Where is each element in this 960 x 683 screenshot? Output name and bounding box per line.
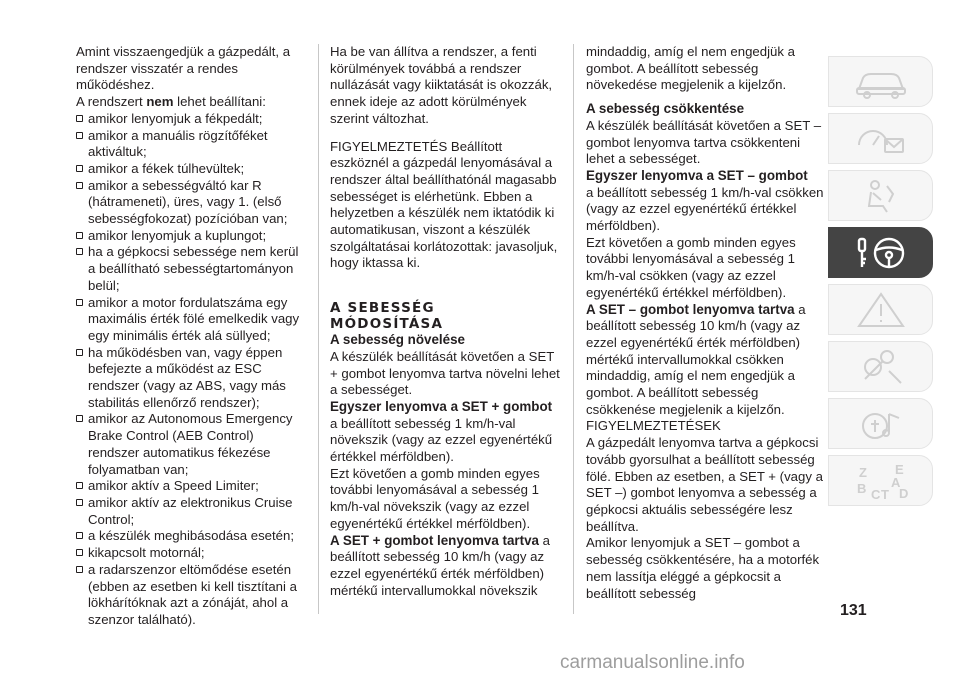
paragraph: Ezt követően a gomb minden egyes további lenyomásával a sebesség 1 km/h-val növekszik (vagy az ezzel egyenértékű értékkel mérföldben).: [330, 465, 540, 531]
tab-safety[interactable]: [828, 170, 933, 221]
page-number: 131: [840, 602, 867, 619]
paragraph: A készülék beállítását követően a SET + gombot lenyomva tartva növelni lehet a sebességet.: [330, 348, 560, 398]
paragraph: A rendszert nem lehet beállítani:: [76, 94, 266, 110]
paragraph: a beállított sebesség 1 km/h-val csökken (vagy az ezzel egyenértékű értékkel mérföldben).: [586, 184, 824, 234]
paragraph: Ezt követően a gomb minden egyes további lenyomásával a sebesség 1 km/h-val csökken (vagy az ezzel egyenértékű értékkel mérföldben).: [586, 234, 796, 300]
subheading: A SET + gombot lenyomva tartva: [330, 532, 539, 548]
list-item: amikor a motor fordulatszáma egy maximális érték fölé emelkedik vagy egy minimális érték alá süllyed;: [76, 295, 302, 345]
index-letter: A: [890, 474, 900, 490]
chapter-tab-bar: [828, 56, 933, 512]
paragraph: beállított sebesség 10 km/h (vagy az ezzel egyenértékű érték mérföldben) mértékű intervallumokkal csökken mindaddig, amíg el nem engedjük a gombot. A beállított sebesség csökkenése megjelenik a kijelzőn.: [586, 318, 801, 417]
list-item: amikor lenyomjuk a kuplungot;: [76, 228, 302, 245]
list-item: a radarszenzor eltömődése esetén (ebben az esetben ki kell tisztítani a lökhárítóknak azt a zónáját, ahol a szenzor található).: [76, 562, 302, 629]
dashboard-warning-icon: [849, 119, 913, 159]
warning-label: FIGYELMEZTETÉSEK: [586, 418, 721, 434]
subheading: A sebesség növelése: [330, 332, 465, 348]
list-item: amikor a fékek túlhevültek;: [76, 161, 302, 178]
warning-paragraph: FIGYELMEZTETÉS Beállított eszköznél a gázpedál lenyomásával a rendszer által beállíthatónál magasabb sebességet is elérhetünk. Ebben a helyzetben a készülék nem iktatódik ki automatikusan, viszont a készülék szolgáltatásai korlátozottak: javasoljuk, hogy iktassa ki.: [330, 138, 558, 271]
list-item: ha működésben van, vagy éppen befejezte a működést az ESC rendszer (vagy az ABS, vagy más stabilitás ellenőrző rendszer);: [76, 345, 302, 412]
column-divider: [573, 44, 574, 614]
tab-car[interactable]: [828, 56, 933, 107]
index-letter: C: [870, 486, 880, 501]
tab-index[interactable]: [828, 455, 933, 506]
paragraph: a beállított sebesség 1 km/h-val növekszik (vagy az ezzel egyenértékű értékkel mérföldben).: [330, 415, 553, 465]
list-item: amikor a manuális rögzítőféket aktiváltuk;: [76, 128, 302, 161]
watermark: carmanualsonline.info: [560, 652, 745, 673]
index-letter: E: [894, 461, 904, 477]
paragraph: A SET – gombot lenyomva tartva a: [586, 301, 806, 317]
list-item: amikor a sebességváltó kar R (hátrameneti), üres, vagy 1. (első sebességfokozat) pozícióban van;: [76, 178, 302, 228]
service-wrench-icon: [849, 347, 913, 387]
column-2: [330, 44, 560, 599]
list-item: amikor aktív az elektronikus Cruise Control;: [76, 495, 302, 528]
index-letter: Z: [858, 464, 867, 480]
roadside-warning-icon: [849, 290, 913, 330]
list-item: amikor lenyomjuk a fékpedált;: [76, 111, 302, 128]
emphasis: nem: [146, 94, 174, 110]
index-letter: D: [898, 485, 908, 501]
subheading: Egyszer lenyomva a SET – gombot: [586, 167, 808, 183]
tab-warning-lights[interactable]: [828, 284, 933, 335]
paragraph: Amint visszaengedjük a gázpedált, a rendszer visszatér a rendes működéshez.: [76, 44, 291, 93]
index-letter: T: [880, 486, 889, 501]
tab-starting-driving[interactable]: [828, 227, 933, 278]
paragraph: A gázpedált lenyomva tartva a gépkocsi tovább gyorsulhat a beállított sebesség fölé. Ebben az esetben, a SET + (vagy a SET –) gombot lenyomva a sebesség a gépkocsi aktuális sebességére lesz beállítva.: [586, 435, 823, 534]
list-item: ha a gépkocsi sebessége nem kerül a beállítható sebességtartományon belül;: [76, 244, 302, 294]
list-item: amikor az Autonomous Emergency Brake Control (AEB Control) rendszer automatikus fékezése folyamatban van;: [76, 411, 302, 478]
list-item: a készülék meghibásodása esetén;: [76, 528, 302, 545]
tab-dashboard[interactable]: [828, 113, 933, 164]
paragraph: beállított sebesség 10 km/h (vagy az ezzel egyenértékű érték mérföldben) mértékű intervallumokkal növekszik: [330, 549, 545, 598]
paragraph: A SET + gombot lenyomva tartva a: [330, 532, 550, 548]
index-letters-icon: [849, 461, 913, 501]
column-3: [586, 44, 826, 602]
media-settings-icon: [849, 404, 913, 444]
tab-emergency[interactable]: [828, 341, 933, 392]
subheading: A SET – gombot lenyomva tartva: [586, 301, 795, 317]
paragraph: A készülék beállítását követően a SET – gombot lenyomva tartva csökkenteni lehet a sebességet.: [586, 117, 822, 167]
paragraph: mindaddig, amíg el nem engedjük a gombot. A beállított sebesség növekedése megjelenik a kijelzőn.: [586, 44, 795, 93]
column-1: [76, 44, 302, 629]
car-icon: [849, 62, 913, 102]
subheading: Egyszer lenyomva a SET + gombot: [330, 398, 553, 414]
subheading: A sebesség csökkentése: [586, 101, 745, 117]
paragraph: Amikor lenyomjuk a SET – gombot a sebesség csökkentésére, ha a motorfék nem lassítja eléggé a gépkocsit a beállított sebesség: [586, 535, 820, 601]
key-steering-wheel-icon: [849, 233, 913, 273]
list-item: kikapcsolt motornál;: [76, 545, 302, 562]
paragraph: Ha be van állítva a rendszer, a fenti körülmények továbbá a rendszer nullázását vagy kiiktatását is okozzák, ennek ideje az adott körülmények szerint változhat.: [330, 44, 553, 126]
section-title: A SEBESSÉG MÓDOSÍTÁSA: [330, 300, 444, 333]
index-letter: B: [856, 480, 866, 496]
column-divider: [318, 44, 319, 614]
airbag-seat-icon: [849, 176, 913, 216]
list-item: amikor aktív a Speed Limiter;: [76, 478, 302, 495]
tab-multimedia[interactable]: [828, 398, 933, 449]
